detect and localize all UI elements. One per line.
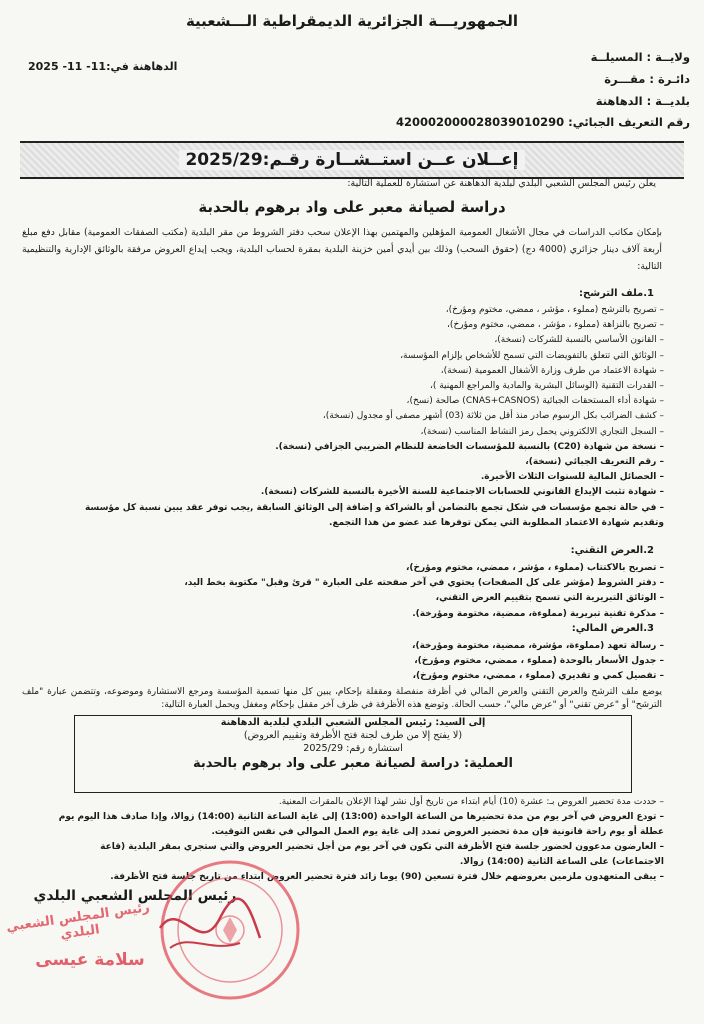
- list-item: – دفتر الشروط (مؤشر على كل الصفحات) يحتوي في آخر صفحته على العبارة " قرئ وقبل" مكتوبة بخط اليد،: [54, 576, 664, 591]
- address-line-2: (لا يفتح إلا من طرف لجنة فتح الأظرفة وتقييم العروض): [243, 730, 463, 741]
- list-item: – رقم التعريف الجبائي (نسخة)،: [54, 455, 664, 470]
- address-line-4: العملية: دراسة لصيانة معبر على واد برهوم بالحدبة: [193, 756, 513, 771]
- wilaya-line: ولايــة : المسيلــة: [590, 50, 690, 64]
- list-item: – الوثائق التبريرية التي تسمح بتقييم العرض التقني،: [54, 591, 664, 606]
- section1-list: [54, 303, 664, 531]
- list-item: – مذكرة تقنية تبريرية (مملوءة، ممضية، مختومة ومؤرخة).: [54, 607, 664, 622]
- main-paragraph: بإمكان مكاتب الدراسات في مجال الأشغال العمومية المؤهلين والمهتمين بهذا الإعلان سحب دفتر الشروط من مقر البلدية (مكتب الصفقات العمومية) مقابل دفع مبلغ أربعة آلاف دينار جزائري (4000 دج) (حقوق السحب) وذلك بين أيدي أمين خزينة البلدية بمقرة لحساب البلدية، ويجب إيداع العروض مرفقة بالوثائق الإدارية والتنظيمية التالية:: [22, 227, 662, 272]
- section2-list: [54, 561, 664, 622]
- list-item: – جدول الأسعار بالوحدة (مملوء ، ممضي، مختوم ومؤرخ)،: [54, 654, 664, 669]
- announcement-title: إعــلان عــن استــشــارة رقـم:2025/29: [179, 150, 524, 170]
- tax-id-line: رقم التعريف الجبائي: 420002000028039010290: [396, 115, 690, 129]
- list-item: – الوثائق التي تتعلق بالتفويضات التي تسمح للأشخاص بإلزام المؤسسة،: [54, 349, 664, 364]
- final-list: [54, 795, 664, 885]
- address-line-1: إلى السيد: رئيس المجلس الشعبي البلدي لبلدية الدهاهنة: [220, 717, 486, 728]
- section2-title: 2.العرض التقني:: [570, 545, 654, 556]
- address-line-3: استشارة رقم: 2025/29: [303, 743, 403, 754]
- intro-text: يعلن رئيس المجلس الشعبي البلدي لبلدية الدهاهنة عن استشارة للعملية التالية:: [347, 178, 656, 189]
- list-item: – شهادة الاعتماد من طرف وزارة الأشغال العمومية (نسخة)،: [54, 364, 664, 379]
- signature-title: رئيس المجلس الشعبي البلدي: [33, 888, 237, 904]
- section3-title: 3.العرض المالي:: [571, 623, 654, 634]
- list-item: – كشف الضرائب بكل الرسوم صادر منذ أقل من ثلاثة (03) أشهر مصفى أو مجدول (نسخة)،: [54, 409, 664, 424]
- announcement-title-box: [20, 141, 684, 179]
- list-item: – القانون الأساسي بالنسبة للشركات (نسخة)،: [54, 333, 664, 348]
- list-item: – في حالة تجمع مؤسسات في شكل تجمع بالتضامن أو بالشراكة و إضافة إلى الوثائق السابقة ,يجب توفر عقد يبين نسبة كل مؤسسة وتقديم شهادة الاعتماد المطلوبة التي يمكن توفرها عند عضو من هذا التجمع.: [54, 501, 664, 531]
- envelope-address-box: [74, 715, 632, 793]
- list-item: – القدرات التقنية (الوسائل البشرية والمادية والمراجع المهنية )،: [54, 379, 664, 394]
- list-item: – السجل التجاري الالكتروني يحمل رمز النشاط المناسب (نسخة)،: [54, 425, 664, 440]
- section3-list: [54, 639, 664, 685]
- list-item: – الحصائل المالية للسنوات الثلاث الأخيرة.: [54, 470, 664, 485]
- list-item: – تصريح بالاكتتاب (مملوء ، مؤشر ، ممضي، مختوم ومؤرخ)،: [54, 561, 664, 576]
- signer-name: سلامة عيسى: [35, 950, 145, 970]
- list-item: – تصريح بالترشح (مملوء ، مؤشر ، ممضي، مختوم ومؤرخ)،: [54, 303, 664, 318]
- list-item: – حددت مدة تحضير العروض بـ: عشرة (10) أيام ابتداء من تاريخ أول نشر لهذا الإعلان بالمقرات المعنية.: [54, 795, 664, 810]
- list-item: – تصريح بالنزاهة (مملوء ، مؤشر ، ممضي، مختوم ومؤرخ)،: [54, 318, 664, 333]
- list-item: – العارضون مدعوون لحضور جلسة فتح الأظرفة التي تكون في آخر يوم من أجل تحضير العروض والتي ستجري بمقر البلدية (قاعة الاجتماعات) على الساعة الثانية (14:00) زوالا.: [54, 840, 664, 870]
- list-item: – شهادة أداء المستحقات الجبائية (CNAS+CASNOS) صالحة (نسخ)،: [54, 394, 664, 409]
- section1-title: 1.ملف الترشح:: [579, 288, 654, 299]
- subject-title: دراسة لصيانة معبر على واد برهوم بالحدبة: [198, 198, 506, 216]
- envelope-instructions: يوضع ملف الترشح والعرض التقني والعرض المالي في أظرفة منفصلة ومقفلة بإحكام، يبين كل منها تسمية المؤسسة ومرجع الاستشارة وموضوعه، وتتضمن عبارة "ملف الترشح" أو "عرض تقني" أو "عرض مالي"، حسب الحالة. وتوضع هذه الأظرفة في ظرف آخر مقفل بإحكام ومغفل ويحمل العبارة التالية:: [22, 687, 662, 710]
- list-item: – رسالة تعهد (مملوءة، مؤشرة، ممضية، مختومة ومؤرخة)،: [54, 639, 664, 654]
- republic-header: الجمهوريـــة الجزائرية الديمقراطية الـــشعبية: [185, 12, 519, 30]
- date-line: الدهاهنة في:11- 11- 2025: [28, 60, 178, 73]
- handwritten-signature: [150, 888, 270, 968]
- daira-line: دائـرة : مقـــرة: [604, 72, 690, 86]
- list-item: – شهادة تثبت الإيداع القانوني للحسابات الاجتماعية للسنة الأخيرة بالنسبة للشركات (نسخة).: [54, 485, 664, 500]
- stamp-text: رئيس المجلس الشعبي البلدي: [5, 900, 151, 943]
- list-item: – نسخة من شهادة (C20) بالنسبة للمؤسسات الخاضعة للنظام الضريبي الجزافي (نسخة).: [54, 440, 664, 455]
- commune-line: بلديــة : الدهاهنة: [595, 94, 690, 108]
- list-item: – تودع العروض في آخر يوم من مدة تحضيرها من الساعة الواحدة (13:00) إلى غاية الساعة الثانية (14:00) زوالا، وإذا صادف هذا اليوم يوم عطلة أو يوم راحة قانونية فإن مدة تحضير العروض تمدد إلى غاية يوم العمل الموالي في نفس التوقيت.: [54, 810, 664, 840]
- list-item: – يبقى المتعهدون ملزمين بعروضهم خلال فترة تسعين (90) يوما زائد فترة تحضير العروض ابتداء من تاريخ جلسة فتح الأظرفة.: [54, 870, 664, 885]
- list-item: – تفصيل كمي و تقديري (مملوء ، ممضي، مختوم ومؤرخ)،: [54, 669, 664, 684]
